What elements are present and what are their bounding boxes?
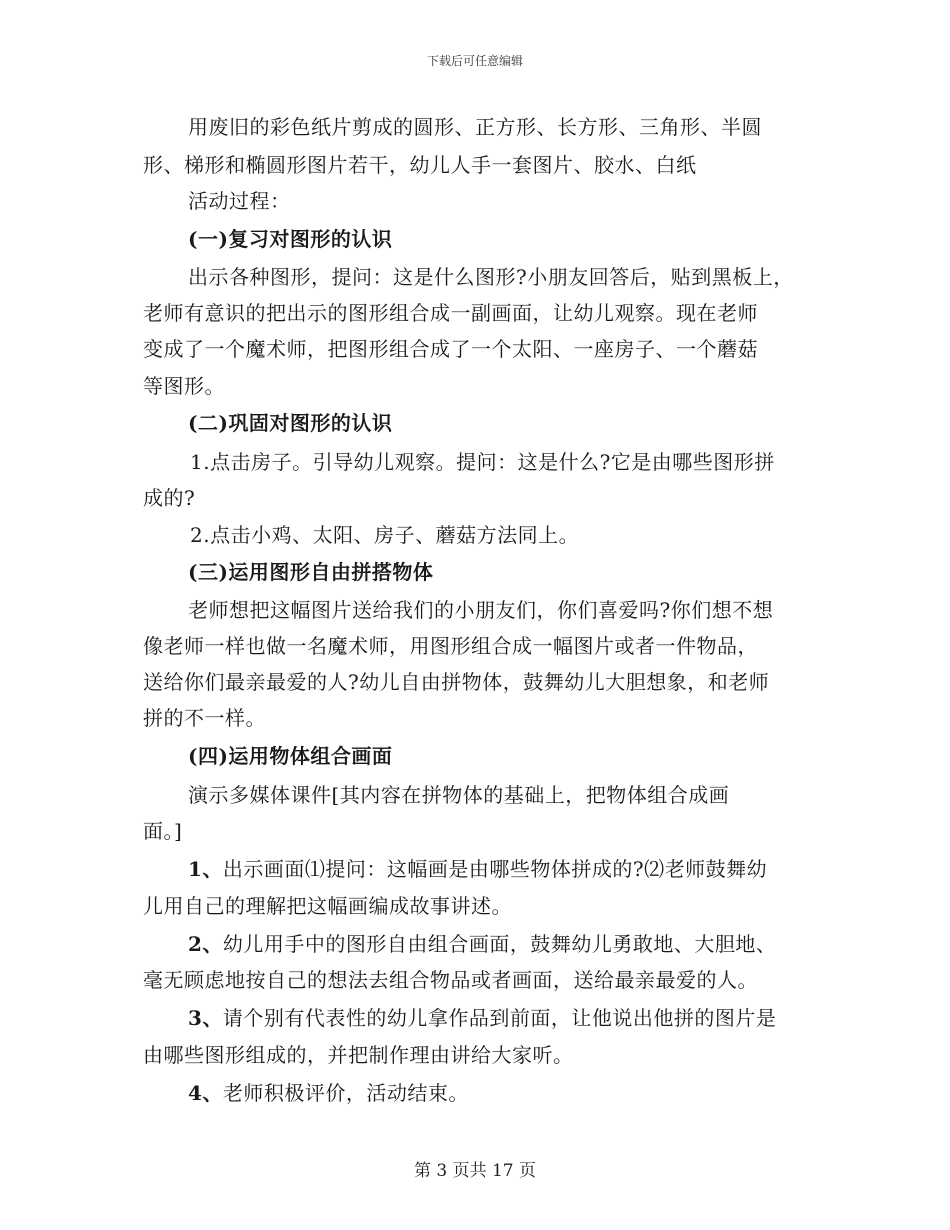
paragraph-line: 毫无顾虑地按自己的想法去组合物品或者画面，送给最亲最爱的人。: [143, 968, 758, 992]
paragraph-line: 出示各种图形，提问：这是什么图形?小朋友回答后，贴到黑板上，: [188, 265, 794, 289]
page-footer: 第 3 页共 17 页: [413, 1161, 537, 1181]
paragraph-line: 1.点击房子。引导幼儿观察。提问：这是什么?它是由哪些图形拼: [190, 450, 775, 474]
section-heading: (三)运用图形自由拼搭物体: [188, 560, 434, 584]
paragraph-line: 儿用自己的理解把这幅画编成故事讲述。: [143, 894, 512, 918]
paragraph-line: 由哪些图形组成的，并把制作理由讲给大家听。: [143, 1043, 574, 1067]
paragraph-line: 变成了一个魔术师，把图形组合成了一个太阳、一座房子、一个蘑菇: [143, 337, 758, 361]
section-heading: (二)巩固对图形的认识: [188, 411, 393, 435]
paragraph-line: 2.点击小鸡、太阳、房子、蘑菇方法同上。: [190, 523, 580, 547]
section-heading: (四)运用物体组合画面: [188, 744, 393, 768]
paragraph-line: 成的?: [143, 486, 196, 510]
list-item-text: 老师积极评价，活动结束。: [222, 1081, 469, 1105]
paragraph-line: 形、梯形和椭圆形图片若干，幼儿人手一套图片、胶水、白纸: [143, 153, 697, 177]
list-item: [188, 1081, 868, 1105]
list-item-number: 3、: [188, 1006, 223, 1030]
paragraph-line: 像老师一样也做一名魔术师，用图形组合成一幅图片或者一件物品，: [143, 634, 758, 658]
page-header: 下载后可任意编辑: [426, 54, 523, 68]
paragraph-line: 面。]: [143, 819, 183, 843]
paragraph-line: 活动过程：: [188, 189, 291, 213]
list-item-number: 4、: [188, 1081, 223, 1105]
list-item: [188, 932, 868, 956]
paragraph-line: 老师想把这幅图片送给我们的小朋友们，你们喜爱吗?你们想不想: [188, 598, 774, 622]
list-item: [188, 1006, 868, 1030]
paragraph-line: 等图形。: [143, 374, 225, 398]
list-item: [188, 857, 868, 881]
list-item-text: 请个别有代表性的幼儿拿作品到前面，让他说出他拼的图片是: [222, 1006, 777, 1030]
list-item-text: 幼儿用手中的图形自由组合画面，鼓舞幼儿勇敢地、大胆地、: [222, 932, 777, 956]
list-item-text: 出示画面⑴提问：这幅画是由哪些物体拼成的?⑵老师鼓舞幼: [222, 857, 768, 881]
paragraph-line: 老师有意识的把出示的图形组合成一副画面，让幼儿观察。现在老师: [143, 301, 758, 325]
paragraph-line: 送给你们最亲最爱的人?幼儿自由拼物体，鼓舞幼儿大胆想象，和老师: [143, 670, 770, 694]
paragraph-line: 演示多媒体课件[其内容在拼物体的基础上，把物体组合成画: [188, 783, 730, 807]
list-item-number: 1、: [188, 857, 223, 881]
list-item-number: 2、: [188, 932, 223, 956]
section-heading: (一)复习对图形的认识: [188, 227, 393, 251]
paragraph-line: 用废旧的彩色纸片剪成的圆形、正方形、长方形、三角形、半圆: [188, 115, 762, 139]
paragraph-line: 拼的不一样。: [143, 706, 266, 730]
